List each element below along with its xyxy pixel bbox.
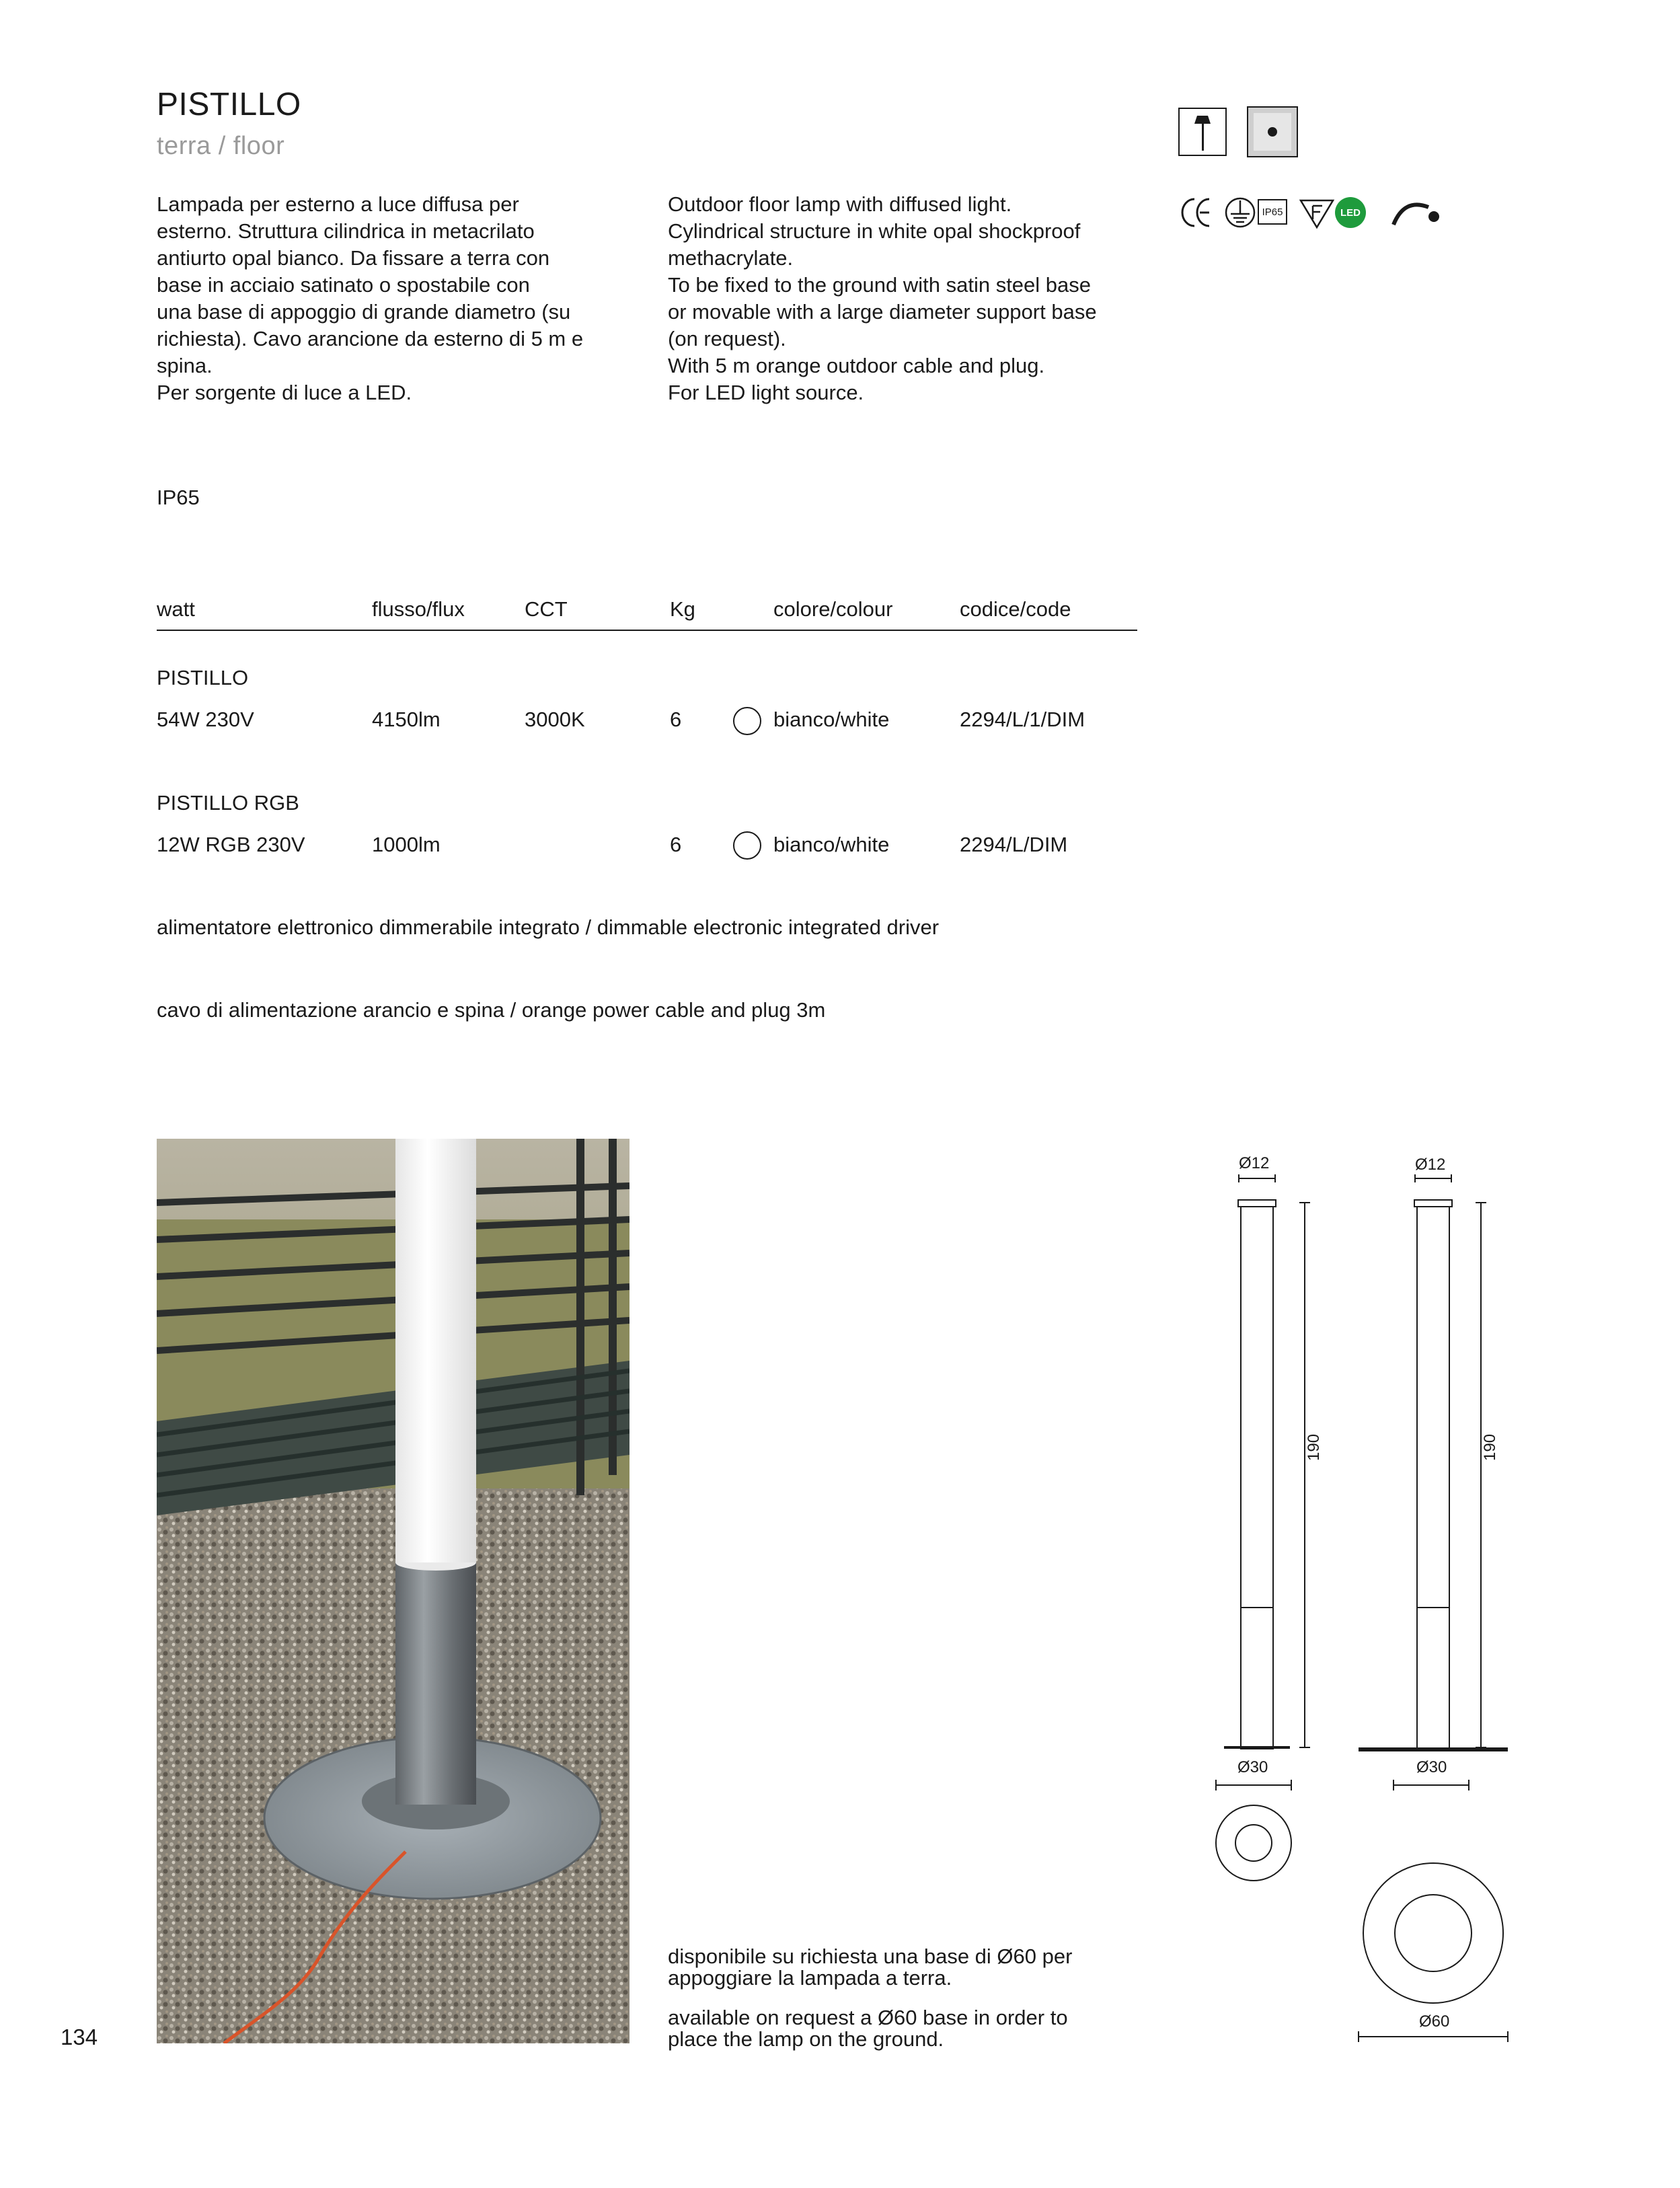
base-note-italian bbox=[668, 1946, 1072, 1989]
page-title: PISTILLO bbox=[157, 87, 301, 122]
technical-drawing bbox=[1204, 1150, 1527, 2051]
dimension-top-diameter: Ø12 bbox=[1415, 1156, 1446, 1174]
base-note-line: disponibile su richiesta una base di Ø60 per bbox=[668, 1945, 1073, 1968]
dimension-height: 190 bbox=[1305, 1433, 1323, 1461]
description-italian bbox=[157, 191, 583, 406]
product-photo bbox=[157, 1139, 629, 2043]
cell-colour: bianco/white bbox=[773, 833, 890, 856]
recessed-light-icon bbox=[1247, 106, 1298, 157]
table-header-divider bbox=[157, 630, 1137, 631]
ground-earth-icon bbox=[1226, 198, 1254, 227]
description-line: Per sorgente di luce a LED. bbox=[157, 381, 412, 404]
description-line: Cylindrical structure in white opal shockproof bbox=[668, 219, 1081, 243]
ip-rating: IP65 bbox=[157, 486, 200, 509]
description-line: For LED light source. bbox=[668, 381, 864, 404]
base-note-line: available on request a Ø60 base in order to bbox=[668, 2006, 1068, 2029]
description-line: To be fixed to the ground with satin steel base bbox=[668, 273, 1092, 297]
cell-code: 2294/L/1/DIM bbox=[960, 708, 1085, 731]
ip65-icon: IP65 bbox=[1258, 199, 1287, 225]
cell-watt: 12W RGB 230V bbox=[157, 833, 305, 856]
led-icon: LED bbox=[1335, 197, 1366, 228]
description-line: spina. bbox=[157, 354, 213, 377]
ce-mark-icon bbox=[1182, 199, 1209, 226]
base-note-english bbox=[668, 2007, 1068, 2050]
description-line: esterno. Struttura cilindrica in metacrilato bbox=[157, 219, 535, 243]
column-header-code: codice/code bbox=[960, 597, 1071, 621]
column-header-watt: watt bbox=[157, 597, 195, 621]
cable-note: cavo di alimentazione arancio e spina / orange power cable and plug 3m bbox=[157, 998, 826, 1022]
description-line: Lampada per esterno a luce diffusa per bbox=[157, 192, 519, 216]
page-subtitle: terra / floor bbox=[157, 132, 285, 160]
description-line: richiesta). Cavo arancione da esterno di 5 m e bbox=[157, 327, 584, 350]
base-note-line: place the lamp on the ground. bbox=[668, 2027, 944, 2051]
cell-watt: 54W 230V bbox=[157, 708, 254, 731]
dimension-base-diameter: Ø30 bbox=[1416, 1758, 1447, 1776]
cell-cct: 3000K bbox=[525, 708, 585, 731]
column-header-colour: colore/colour bbox=[773, 597, 893, 621]
cell-flux: 4150lm bbox=[372, 708, 441, 731]
dimension-height: 190 bbox=[1481, 1433, 1499, 1461]
column-header-kg: Kg bbox=[670, 597, 695, 621]
f-mark-icon bbox=[1301, 200, 1333, 227]
group-name: PISTILLO bbox=[157, 666, 249, 689]
driver-note: alimentatore elettronico dimmerabile integrato / dimmable electronic integrated driver bbox=[157, 915, 940, 939]
dimension-top-diameter: Ø12 bbox=[1239, 1154, 1270, 1172]
description-line: una base di appoggio di grande diametro (su bbox=[157, 300, 571, 324]
cell-kg: 6 bbox=[670, 833, 682, 856]
floor-lamp-icon bbox=[1178, 108, 1227, 156]
description-line: Outdoor floor lamp with diffused light. bbox=[668, 192, 1012, 216]
dimension-large-base-diameter: Ø60 bbox=[1419, 2012, 1450, 2031]
description-line: With 5 m orange outdoor cable and plug. bbox=[668, 354, 1045, 377]
description-line: antiurto opal bianco. Da fissare a terra con bbox=[157, 246, 550, 270]
description-line: or movable with a large diameter support base bbox=[668, 300, 1097, 324]
column-header-flux: flusso/flux bbox=[372, 597, 465, 621]
group-name: PISTILLO RGB bbox=[157, 791, 299, 815]
description-line: base in acciaio satinato o spostabile con bbox=[157, 273, 530, 297]
cell-flux: 1000lm bbox=[372, 833, 441, 856]
description-line: (on request). bbox=[668, 327, 786, 350]
description-line: methacrylate. bbox=[668, 246, 794, 270]
cell-kg: 6 bbox=[670, 708, 682, 731]
description-english bbox=[668, 191, 1097, 406]
page-number: 134 bbox=[61, 2025, 98, 2049]
cell-code: 2294/L/DIM bbox=[960, 833, 1068, 856]
colour-swatch-white bbox=[733, 707, 761, 735]
cell-colour: bianco/white bbox=[773, 708, 890, 731]
base-note-line: appoggiare la lampada a terra. bbox=[668, 1966, 952, 1990]
colour-swatch-white bbox=[733, 831, 761, 860]
dimension-base-diameter: Ø30 bbox=[1237, 1758, 1268, 1776]
certification-icons bbox=[1178, 194, 1461, 234]
column-header-cct: CCT bbox=[525, 597, 568, 621]
dimmer-icon bbox=[1393, 204, 1439, 225]
